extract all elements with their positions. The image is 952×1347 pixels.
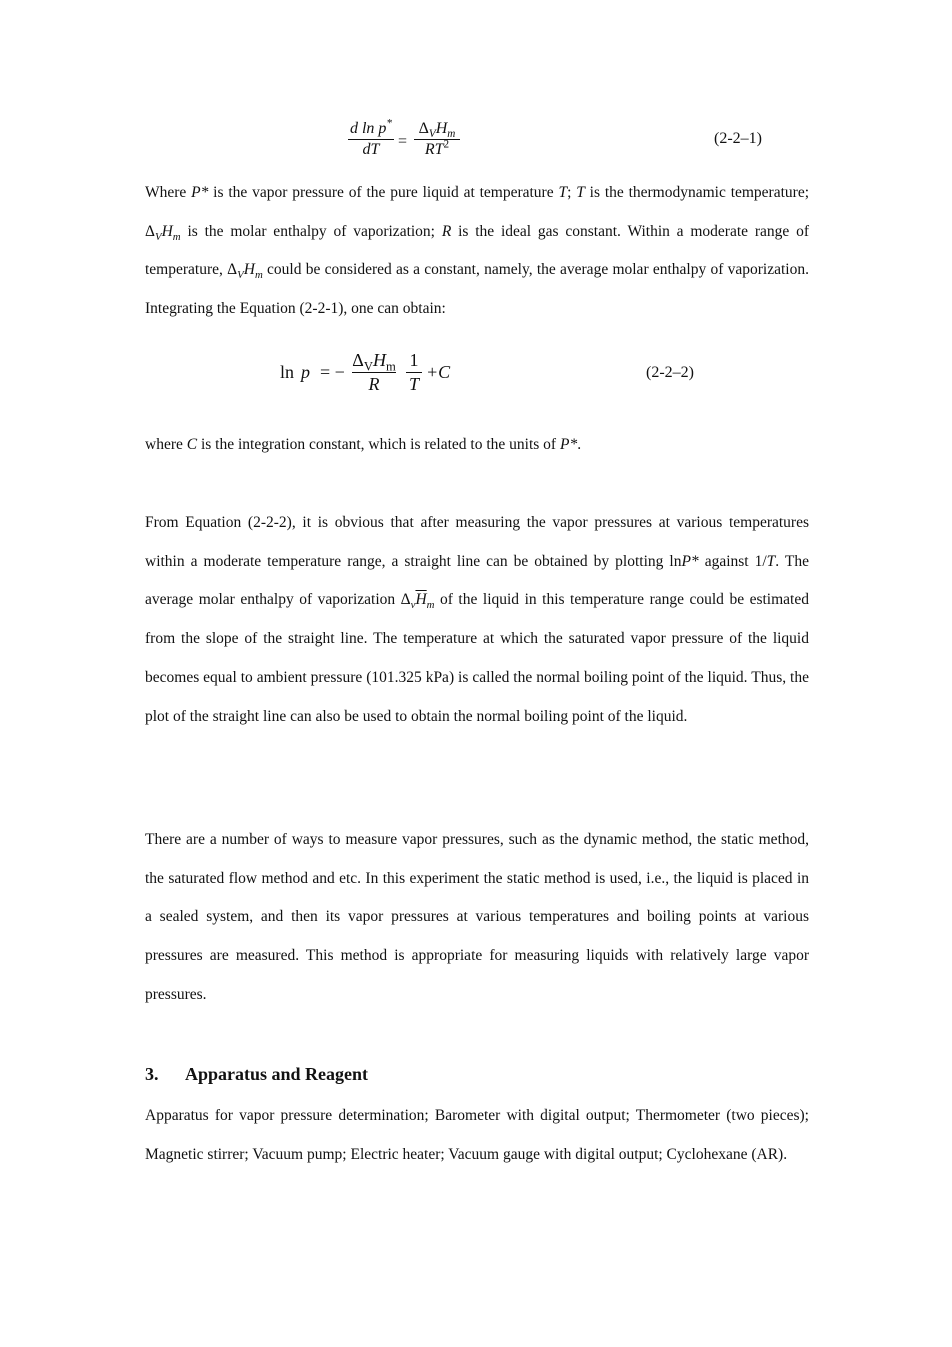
paragraph-plotting-method: From Equation (2-2-2), it is obvious that after measuring the vapor pressures at various temperatures within a moderate temperature range, a straight line can be obtained by plotting lnP* against 1/T. The average molar enthalpy of vaporization $\Delta_v\overline{H}_m$ of the liquid in this temperature range could be estimated from the slope of the straight line. The temperature at which the saturated vapor pressure of the liquid becomes equal to ambient pressure (101.325 kPa) is called the normal boiling point of the liquid. Thus, the plot of the straight line can also be used to obtain the normal boiling point of the liquid. (145, 514, 809, 725)
eq2-h: H (372, 350, 386, 370)
section-3-heading (145, 1064, 368, 1085)
eq1-h-sub: m (447, 128, 456, 141)
equation-number-2-2-1: (2-2–1) (714, 130, 762, 147)
paragraph-apparatus-list: Apparatus for vapor pressure determination; Barometer with digital output; Thermometer (two pieces); Magnetic stirrer; Vacuum pump; Electric heater; Vacuum gauge with digital output; Cyclohexane (AR). (145, 1107, 809, 1163)
eq1-right-denominator-sup: 2 (443, 138, 450, 151)
section-3-title: Apparatus and Reagent (185, 1064, 369, 1084)
eq2-fraction-1 (352, 350, 396, 395)
eq2-delta: Δ (352, 350, 364, 370)
paragraph-integration-constant: where C is the integration constant, which is related to the units of P*. (145, 436, 582, 453)
eq1-right-denominator: RT (424, 141, 444, 158)
eq2-delta-sub: V (363, 359, 373, 374)
eq2-fraction-2 (406, 350, 422, 395)
paragraph-measurement-methods: There are a number of ways to measure vapor pressures, such as the dynamic method, the static method, the saturated flow method and etc. In this experiment the static method is used, i.e., the liquid is placed in a sealed system, and then its vapor pressures at various temperatures and boiling points at various pressures are measured. This method is appropriate for measuring liquids with relatively large vapor pressures. (145, 831, 809, 1003)
eq2-equals-minus: = − (320, 362, 345, 382)
eq2-ln: ln (280, 362, 295, 382)
eq2-h-sub: m (385, 359, 396, 374)
eq2-t: T (408, 374, 419, 394)
eq1-equals: = (398, 133, 408, 150)
equation-2-2-2 (280, 350, 480, 400)
eq2-one: 1 (409, 350, 419, 370)
equation-number-2-2-2: (2-2–2) (646, 364, 694, 381)
eq1-left-numerator-sup: * (386, 117, 393, 130)
eq1-delta: Δ (418, 120, 429, 137)
eq1-left-denominator: dT (362, 141, 380, 158)
eq2-r: R (368, 374, 380, 394)
eq1-left-numerator: d ln p (349, 120, 387, 137)
eq1-left-fraction (348, 117, 394, 159)
eq2-plus-c: +C (426, 362, 451, 382)
section-3-number: 3. (145, 1064, 159, 1084)
eq1-delta-sub: V (428, 128, 436, 141)
paragraph-vapor-pressure-definition: Where P* is the vapor pressure of the pure liquid at temperature T; T is the thermodynamic temperature; $\Delta_VH_m$ is the molar enthalpy of vaporization; R is the ideal gas constant. Within a moderate range of temperature, $\Delta_VH_m$ could be considered as a constant, namely, the average molar enthalpy of vaporization. Integrating the Equation (2-2-1), one can obtain: (145, 184, 810, 318)
eq1-h: H (435, 120, 448, 137)
eq1-right-fraction (414, 120, 460, 159)
equation-2-2-1 (348, 117, 468, 166)
eq2-p: p (301, 362, 310, 382)
